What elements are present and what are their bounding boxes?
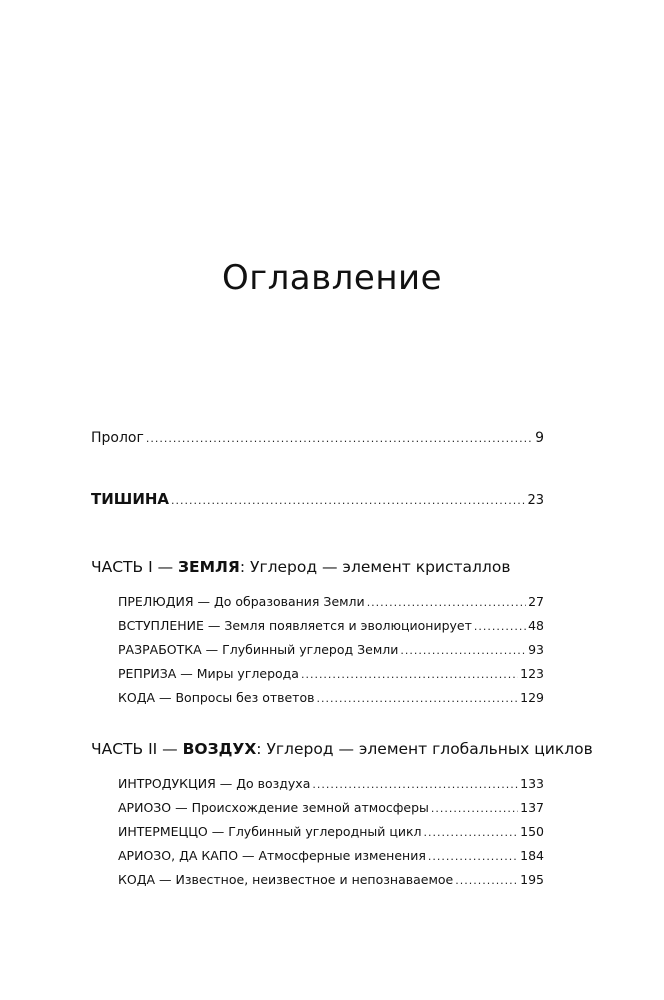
toc-entry-label: КОДА — Известное, неизвестное и непознаваемое	[118, 872, 454, 887]
toc-entry[interactable]	[118, 642, 544, 657]
toc-entry[interactable]	[118, 776, 544, 791]
toc-entry-page: 48	[528, 618, 544, 633]
dot-leader	[316, 692, 518, 705]
toc-entry-label: АРИОЗО — Происхождение земной атмосферы	[118, 800, 429, 815]
toc-entry-label: РЕПРИЗА — Миры углерода	[118, 666, 299, 681]
toc-entry-label: ПРЕЛЮДИЯ — До образования Земли	[118, 594, 365, 609]
toc-entry-page: 27	[528, 594, 544, 609]
toc-entry-silence[interactable]	[91, 490, 544, 508]
toc-entry[interactable]	[118, 594, 544, 609]
dot-leader	[146, 432, 533, 445]
toc-entry-label: РАЗРАБОТКА — Глубинный углерод Земли	[118, 642, 399, 657]
toc-entry-page: 195	[520, 872, 544, 887]
toc-entry-page: 93	[528, 642, 544, 657]
dot-leader	[367, 596, 526, 609]
toc-entry-label: ВСТУПЛЕНИЕ — Земля появляется и эволюционирует	[118, 618, 472, 633]
toc-entry-page: 150	[520, 824, 544, 839]
toc-entry-prologue[interactable]	[91, 430, 544, 446]
dot-leader	[301, 668, 518, 681]
toc-entry[interactable]	[118, 872, 544, 887]
toc-entry-label: ИНТЕРМЕЦЦО — Глубинный углеродный цикл	[118, 824, 422, 839]
toc-entry[interactable]	[118, 618, 544, 633]
toc-entry[interactable]	[118, 800, 544, 815]
dot-leader	[424, 826, 519, 839]
part-subtitle: : Углерод — элемент кристаллов	[239, 558, 511, 576]
dot-leader	[428, 850, 518, 863]
dot-leader	[171, 494, 525, 507]
toc-entry[interactable]	[118, 666, 544, 681]
toc-entry[interactable]	[118, 690, 544, 705]
part-prefix: ЧАСТЬ II —	[91, 740, 183, 758]
toc-entry[interactable]	[118, 824, 544, 839]
toc-entry-page: 23	[527, 493, 544, 508]
dot-leader	[312, 778, 518, 791]
toc-entry-page: 133	[520, 776, 544, 791]
part-1-heading[interactable]	[91, 558, 510, 576]
dot-leader	[431, 802, 518, 815]
part-subtitle: : Углерод — элемент глобальных циклов	[256, 740, 593, 758]
page-title: Оглавление	[221, 258, 443, 298]
toc-entry-page: 129	[520, 690, 544, 705]
toc-entry-label: АРИОЗО, ДА КАПО — Атмосферные изменения	[118, 848, 426, 863]
toc-entry-page: 184	[520, 848, 544, 863]
part-name: ВОЗДУХ	[182, 740, 257, 758]
toc-entry-page: 137	[520, 800, 544, 815]
toc-entry-page: 9	[535, 430, 544, 446]
part-prefix: ЧАСТЬ I —	[91, 558, 179, 576]
toc-entry[interactable]	[118, 848, 544, 863]
toc-entry-page: 123	[520, 666, 544, 681]
toc-entry-label: ТИШИНА	[91, 490, 170, 508]
dot-leader	[474, 620, 526, 633]
toc-entry-label: ИНТРОДУКЦИЯ — До воздуха	[118, 776, 311, 791]
dot-leader	[455, 874, 518, 887]
part-name: ЗЕМЛЯ	[178, 558, 240, 576]
toc-entry-label: КОДА — Вопросы без ответов	[118, 690, 315, 705]
part-2-heading[interactable]	[91, 740, 593, 758]
toc-entry-label: Пролог	[91, 430, 144, 446]
dot-leader	[400, 644, 526, 657]
